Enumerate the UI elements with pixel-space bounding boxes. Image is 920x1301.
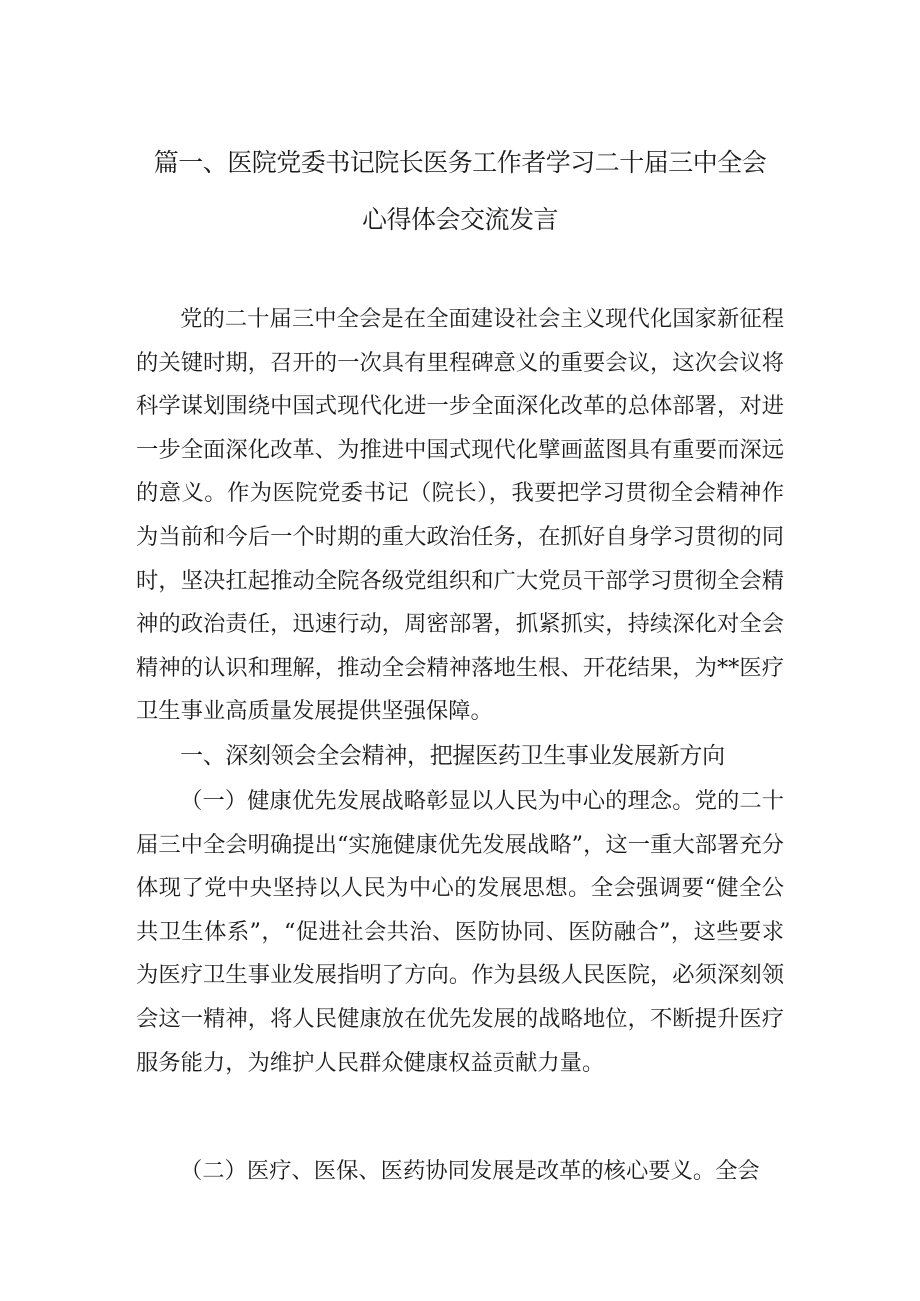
document-title-line-2: 心得体会交流发言 — [361, 205, 558, 234]
paragraph-text: （二）医疗、医保、医药协同发展是改革的核心要义。全会 — [180, 1158, 760, 1184]
paragraph-text: （一）健康优先发展战略彰显以人民为中心的理念。党的二十届三中全会明确提出“实施健康优先发展战略”，这一重大部署充分体现了党中央坚持以人民为中心的发展思想。全会强调要“健全公共卫生体系”，“促进社会共治、医防协同、医防融合”，这些要求为医疗卫生事业发展指明了方向。作为县级人民医院，必须深刻领会这一精神，将人民健康放在优先发展的战略地位，不断提升医疗服务能力，为维护人民群众健康权益贡献力量。 — [136, 788, 784, 1076]
document-title-line-1: 篇一、医院党委书记院长医务工作者学习二十届三中全会 — [153, 148, 767, 177]
body-paragraph-section-1-2 — [136, 1150, 784, 1194]
section-heading-1: 一、深刻领会全会精神，把握医药卫生事业发展新方向 — [180, 743, 725, 769]
body-paragraph-intro — [136, 298, 784, 734]
body-paragraph-section-1-1 — [136, 780, 784, 1085]
paragraph-text: 党的二十届三中全会是在全面建设社会主义现代化国家新征程的关键时期，召开的一次具有里程碑意义的重要会议，这次会议将科学谋划围绕中国式现代化进一步全面深化改革的总体部署，对进一步全面深化改革、为推进中国式现代化擘画蓝图具有重要而深远的意义。作为医院党委书记（院长），我要把学习贯彻全会精神作为当前和今后一个时期的重大政治任务，在抓好自身学习贯彻的同时，坚决扛起推动全院各级党组织和广大党员干部学习贯彻全会精神的政治责任，迅速行动，周密部署，抓紧抓实，持续深化对全会精神的认识和理解，推动全会精神落地生根、开花结果，为**医疗卫生事业高质量发展提供坚强保障。 — [136, 306, 784, 725]
